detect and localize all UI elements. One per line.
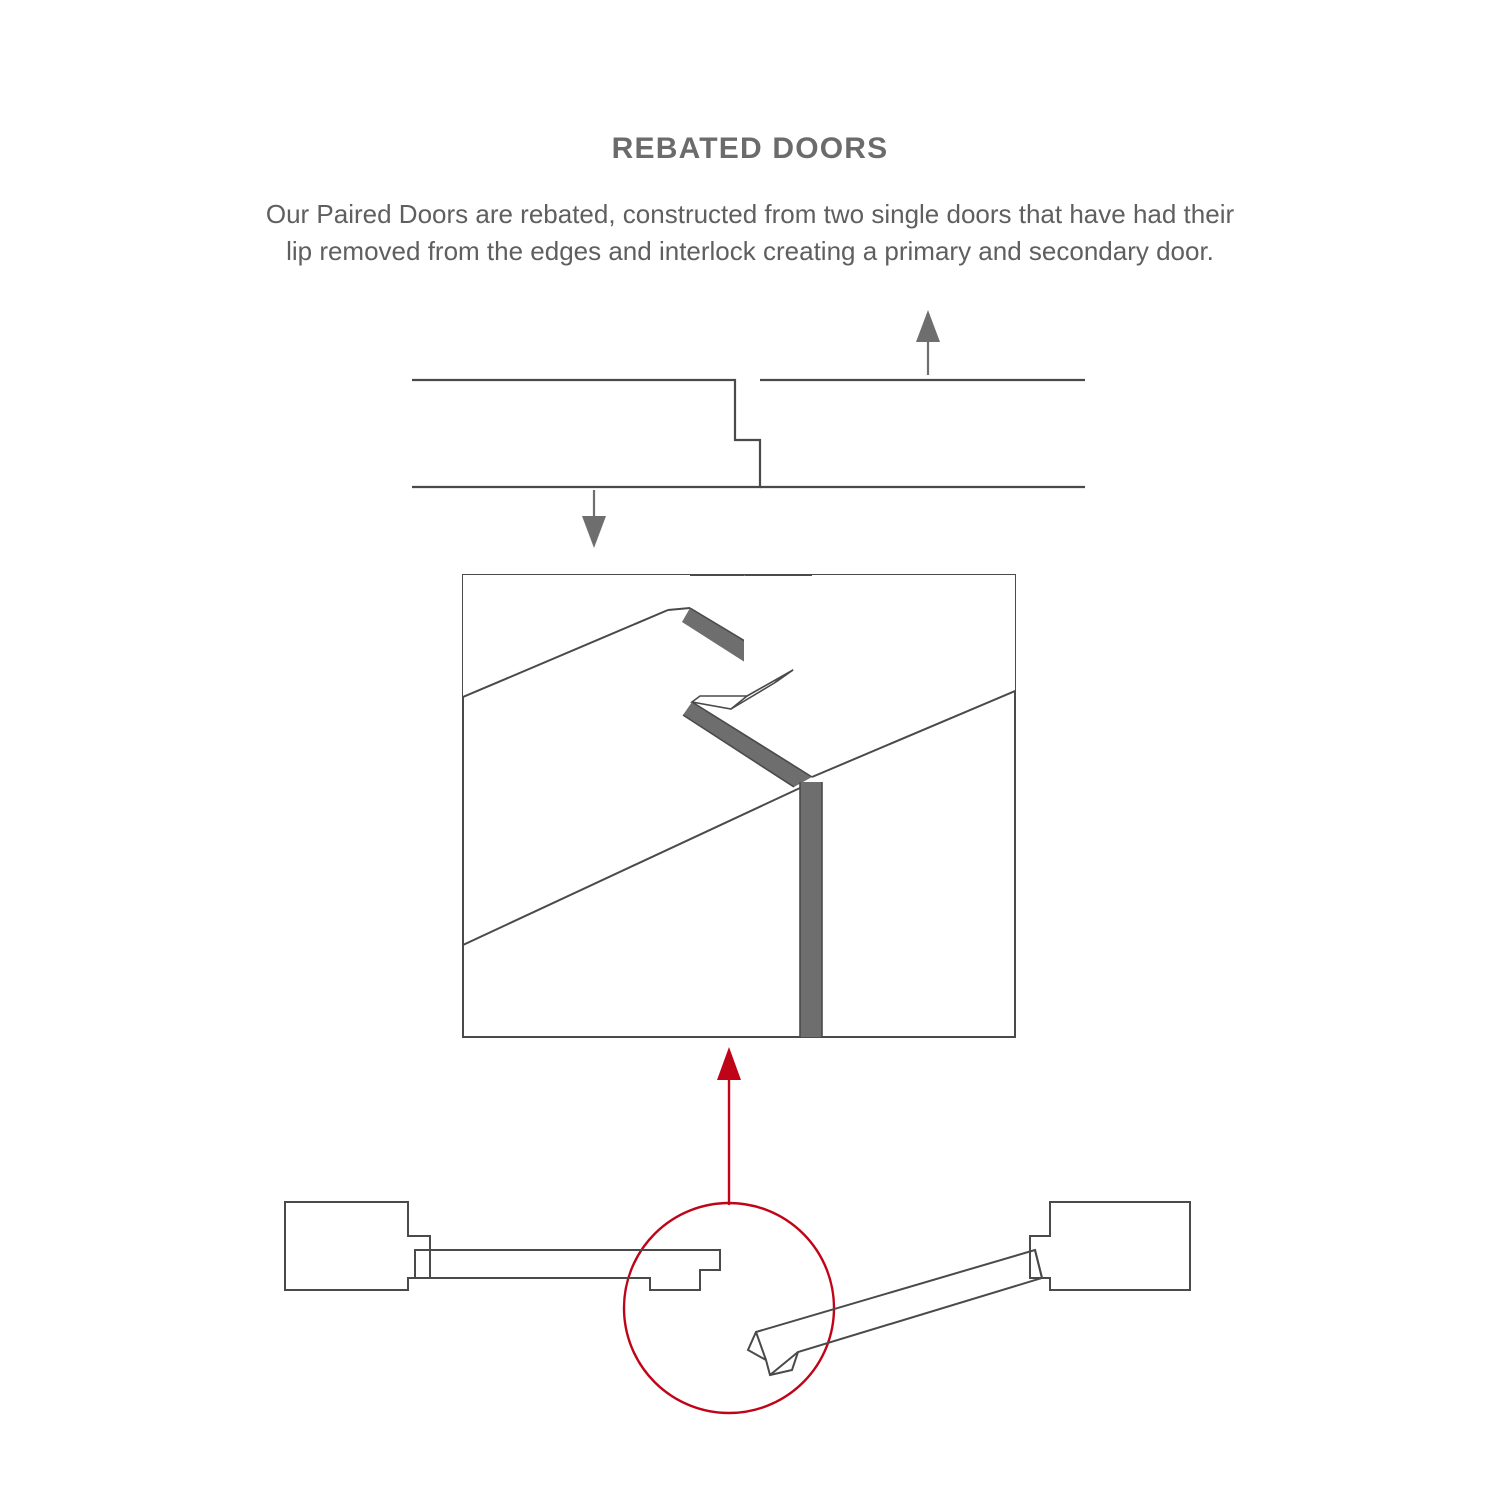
plan-section-top <box>412 380 1085 487</box>
paired-doors-plan <box>285 1202 1190 1375</box>
rebated-door-joint-diagram <box>0 290 1500 1490</box>
leader-arrow-red <box>717 1047 741 1205</box>
page-description: Our Paired Doors are rebated, constructed from two single doors that have had their lip removed from the edges and interlock creating a primary and secondary door. <box>265 199 1235 266</box>
arrow-up <box>916 310 940 375</box>
detail-circle-red <box>624 1203 834 1413</box>
isometric-detail <box>463 575 1015 1037</box>
arrow-down <box>582 490 606 548</box>
page-title: REBATED DOORS <box>611 132 889 165</box>
